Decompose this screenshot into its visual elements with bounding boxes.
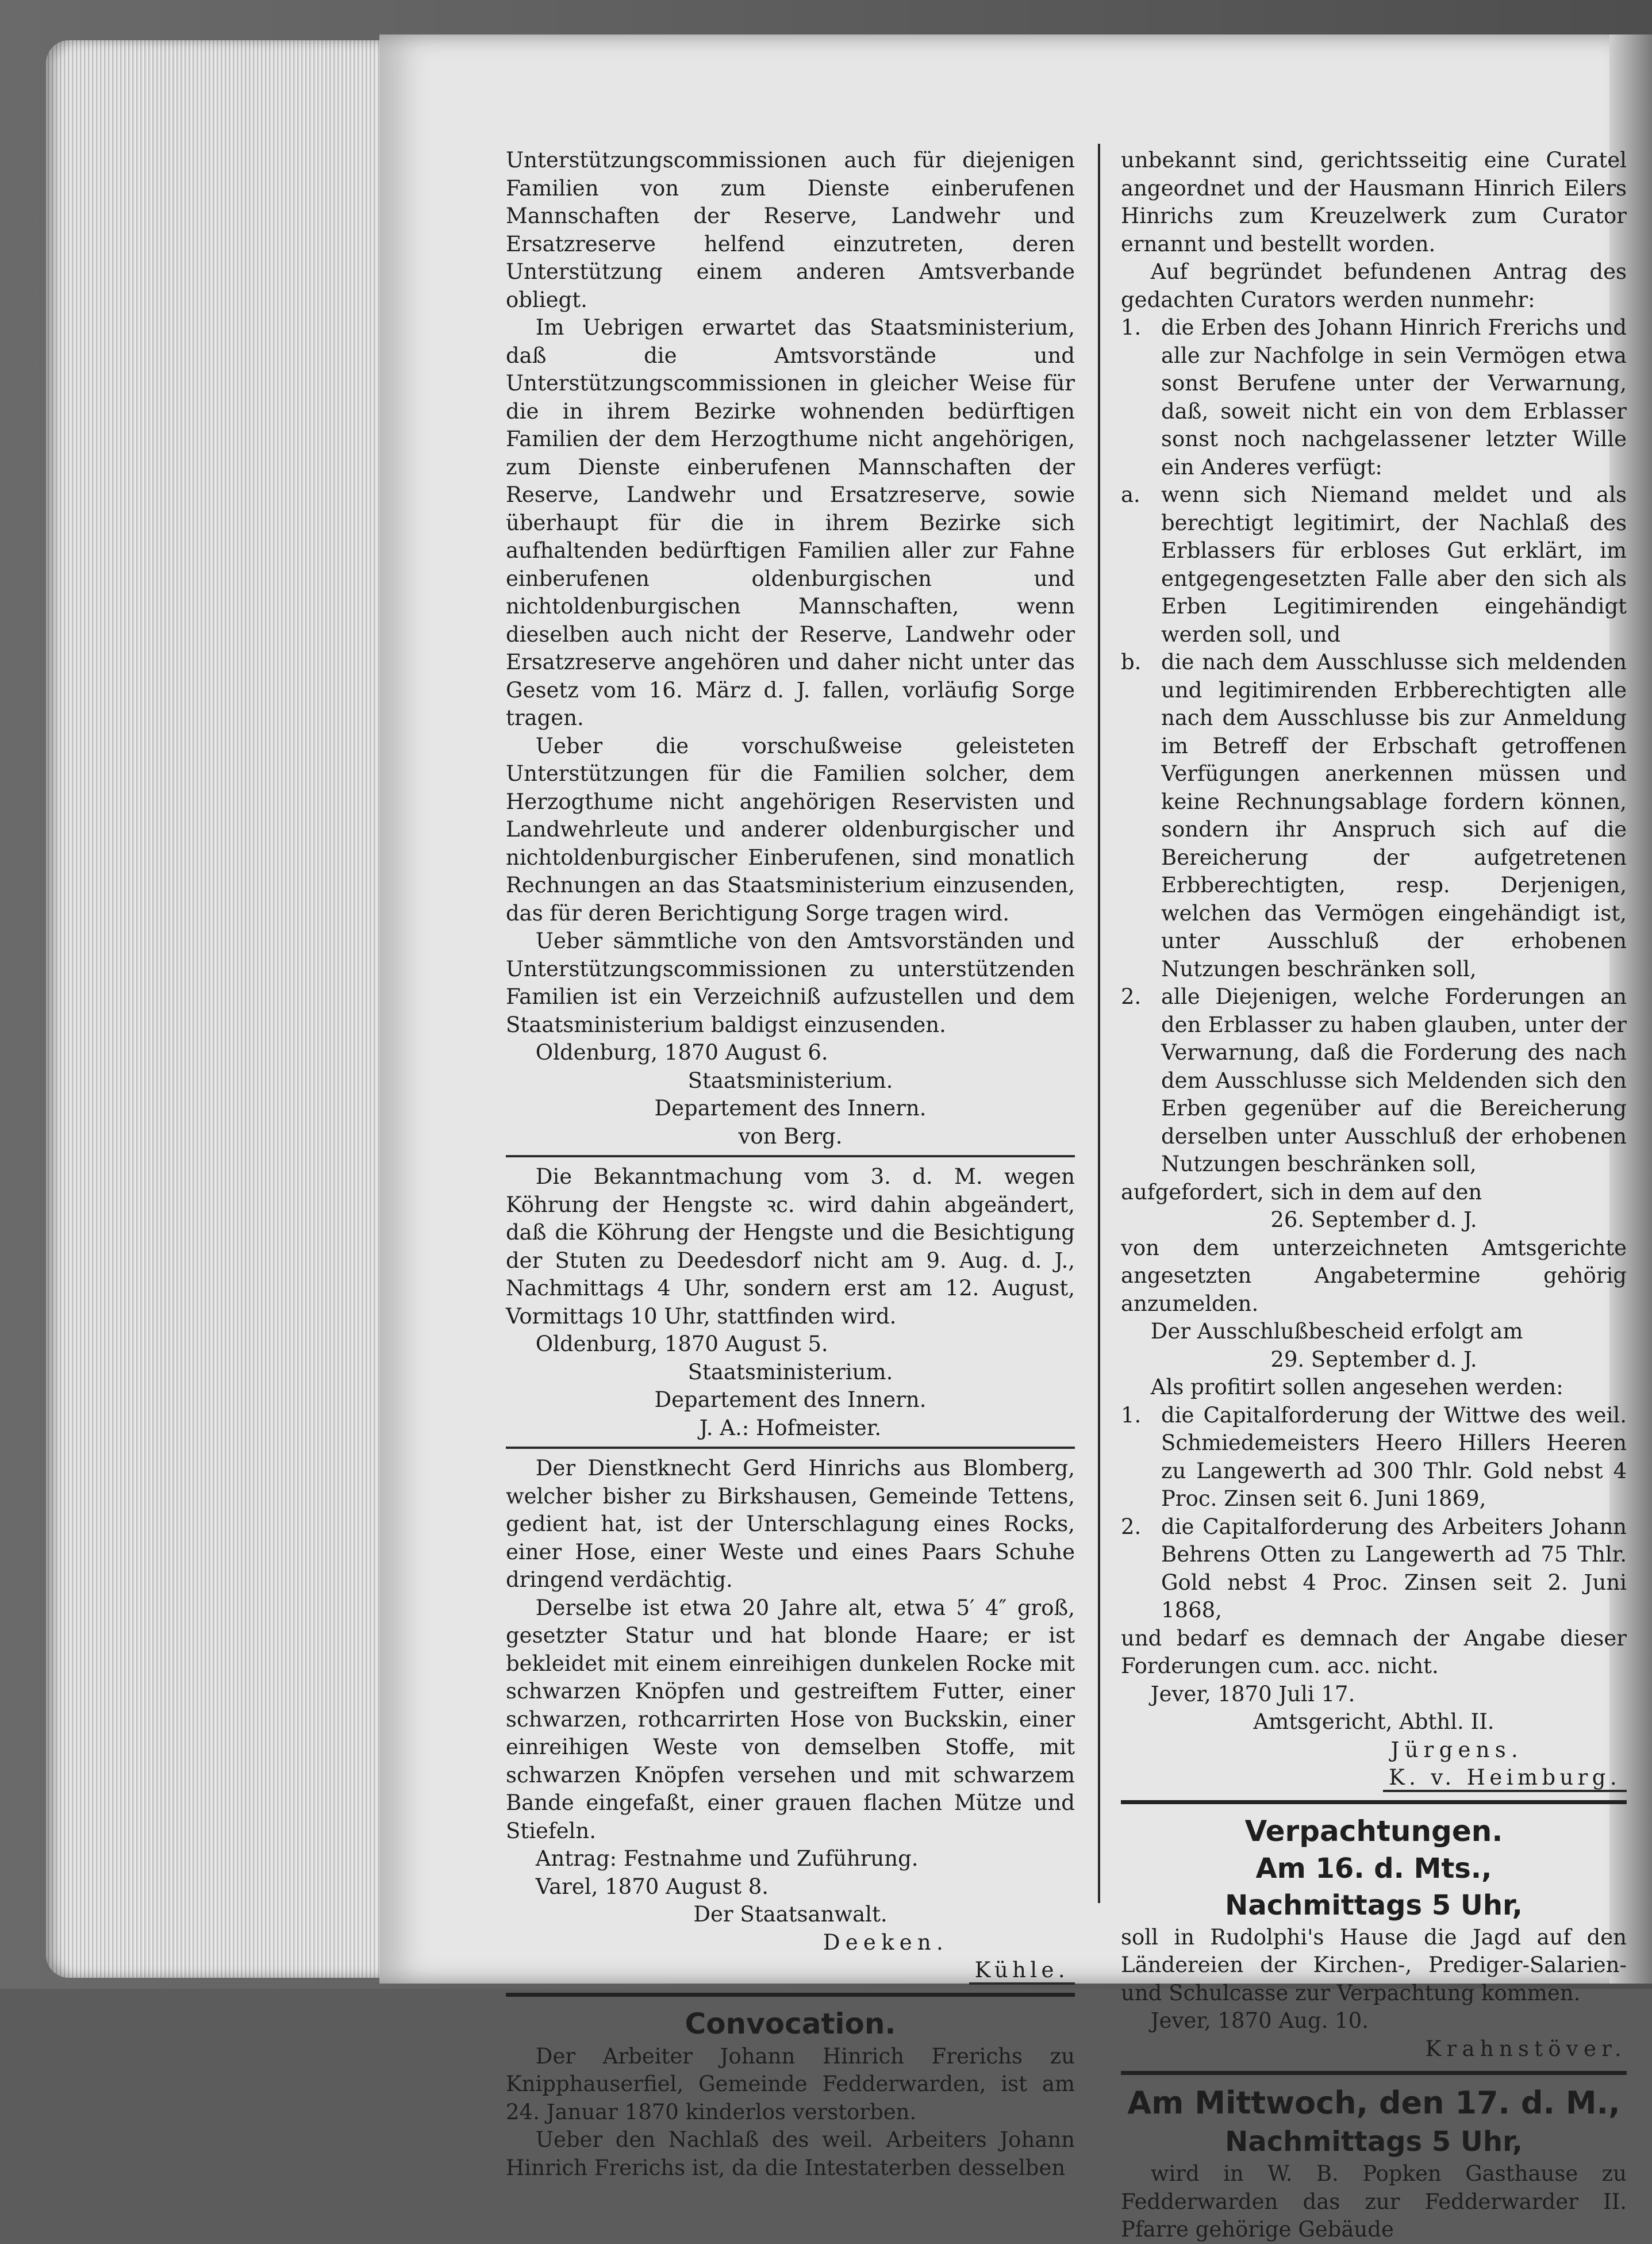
signature-line: Departement des Innern. xyxy=(654,1387,927,1412)
signature-name: K. v. Heimburg. xyxy=(1383,1765,1627,1792)
paragraph: Ueber sämmtliche von den Amtsvorständen und Unterstützungscommissionen zu unterstützenden Familien ist ein Verzeichniß aufzustellen und dem Staatsministerium baldigst einzusenden. xyxy=(506,929,1075,1037)
left-column xyxy=(506,147,1075,2182)
list-number: 2. xyxy=(1121,1514,1142,1539)
section-heading: Am Mittwoch, den 17. d. M., xyxy=(1127,2085,1620,2121)
paragraph: Derselbe ist etwa 20 Jahre alt, etwa 5′ 4″ groß, gesetzter Statur und hat blonde Haare; er ist bekleidet mit einem einreihigen dunkelen Rocke mit schwarzen Knöpfen und gestreiftem Futter, einer schwarzen, rothcarrirten Hose von Buckskin, einer einreihigen Weste von demselben Stoffe, mit schwarzen Knöpfen versehen und mit schwarzem Bande eingefaßt, einer grauen flachen Mütze und Stiefeln. xyxy=(506,1595,1075,1843)
signature-line: Der Staatsanwalt. xyxy=(693,1902,888,1927)
section-rule xyxy=(1121,1800,1627,1804)
list-text: alle Diejenigen, welche Forderungen an den Erblasser zu haben glauben, unter der Verwarnung, daß die Forderung des nach dem Ausschlusse sich Meldenden sich den Erben gegenüber auf die Bereicherung derselben unter Ausschluß der erhobenen Nutzungen beschränken soll, xyxy=(1161,984,1627,1176)
list-text: die Erben des Johann Hinrich Frerichs und alle zur Nachfolge in sein Vermögen etwa sonst Berufene unter der Verwarnung, daß, soweit nicht ein von dem Erblasser sonst noch nachgelassener letzter Wille ein Anderes verfügt: xyxy=(1161,315,1627,480)
list-text: die nach dem Ausschlusse sich meldenden und legitimirenden Erbberechtigten alle nach dem Ausschlusse bis zur Anmeldung im Betreff der Erbschaft getroffenen Verfügungen anerkennen müssen und keine Rechnungsablage fordern können, sondern ihr Anspruch sich auf die Bereicherung der aufgetretenen Erbberechtigten, resp. Derjenigen, welchen das Vermögen eingehändigt ist, unter Ausschluß der erhobenen Nutzungen beschränken soll, xyxy=(1161,650,1627,981)
paragraph: Auf begründet befundenen Antrag des gedachten Curators werden nunmehr: xyxy=(1121,259,1627,312)
paragraph: von dem unterzeichneten Amtsgerichte angesetzten Angabetermine gehörig anzumelden. xyxy=(1121,1235,1627,1316)
section-rule xyxy=(506,1447,1075,1449)
date-line: Jever, 1870 Juli 17. xyxy=(1150,1681,1355,1706)
paragraph: Der Arbeiter Johann Hinrich Frerichs zu Knipphauserfiel, Gemeinde Fedderwarden, ist am 24. Januar 1870 kinderlos verstorben. xyxy=(506,2043,1075,2124)
list-text: die Capitalforderung der Wittwe des weil. Schmiedemeisters Heero Hillers Heeren zu Langewerth ad 300 Thlr. Gold nebst 4 Proc. Zinsen seit 6. Juni 1869, xyxy=(1161,1402,1627,1511)
list-text: wenn sich Niemand meldet und als berechtigt legitimirt, der Nachlaß des Erblassers für erbloses Gut erklärt, im entgegengesetzten Falle aber den sich als Erben Legitimirenden eingehändigt werden soll, und xyxy=(1161,482,1627,647)
signature-line: Departement des Innern. xyxy=(654,1096,927,1121)
paragraph: und bedarf es demnach der Angabe dieser Forderungen cum. acc. nicht. xyxy=(1121,1625,1627,1678)
column-divider xyxy=(1098,144,1100,1903)
subheading: Am 16. d. Mts., xyxy=(1255,1852,1492,1885)
subheading: Nachmittags 5 Uhr, xyxy=(1225,1889,1523,1921)
signature-name: Kühle. xyxy=(969,1958,1075,1985)
paragraph: Der Dienstknecht Gerd Hinrichs aus Blomberg, welcher bisher zu Birkshausen, Gemeinde Tettens, gedient hat, ist der Unterschlagung eines Rocks, einer Hose, einer Weste und eines Paars Schuhe dringend verdächtig. xyxy=(506,1456,1075,1592)
date-line: Oldenburg, 1870 August 6. xyxy=(535,1040,828,1065)
signature-line: Staatsministerium. xyxy=(687,1068,893,1093)
list-number: 2. xyxy=(1121,984,1142,1009)
section-heading: Convocation. xyxy=(685,2007,896,2040)
signature-box xyxy=(506,1957,1075,1985)
book-page-edges xyxy=(46,40,391,1978)
paragraph: Unterstützungscommissionen auch für diejenigen Familien von zum Dienste einberufenen Mannschaften der Reserve, Landwehr und Ersatzreserve helfend einzutreten, deren Unterstützung einem anderen Amtsverbande obliegt. xyxy=(506,148,1075,312)
date-line: Jever, 1870 Aug. 10. xyxy=(1150,2008,1369,2033)
date-line: Oldenburg, 1870 August 5. xyxy=(535,1332,828,1356)
signature-line: von Berg. xyxy=(738,1123,843,1149)
section-rule xyxy=(506,1155,1075,1157)
list-number: 1. xyxy=(1121,315,1142,340)
paragraph: Die Bekanntmachung vom 3. d. M. wegen Köhrung der Hengste ꝛc. wird dahin abgeändert, daß die Köhrung der Hengste und die Besichtigung der Stuten zu Deedesdorf nicht am 9. Aug. d. J., Nachmittags 4 Uhr, sondern erst am 12. August, Vormittags 10 Uhr, stattfinden wird. xyxy=(506,1164,1075,1329)
list-item xyxy=(1121,1513,1627,1625)
list-item xyxy=(1121,983,1627,1179)
section-rule xyxy=(506,1993,1075,1997)
paragraph: aufgefordert, sich in dem auf den xyxy=(1121,1179,1482,1205)
list-number: a. xyxy=(1121,482,1140,507)
section-heading: Verpachtungen. xyxy=(1244,1814,1503,1848)
date-line: 29. September d. J. xyxy=(1270,1347,1477,1372)
paragraph: Im Uebrigen erwartet das Staatsministerium, daß die Amtsvorstände und Unterstützungscommissionen in gleicher Weise für die in ihrem Bezirke wohnenden bedürftigen Familien der dem Herzogthume nicht angehörigen, zum Dienste einberufenen Mannschaften der Reserve, Landwehr und Ersatzreserve, sowie überhaupt für die in ihrem Bezirke sich aufhaltenden bedürftigen Familien aller zur Fahne einberufenen oldenburgischen und nichtoldenburgischen Mannschaften, wenn dieselben auch nicht der Reserve, Landwehr oder Ersatzreserve angehören und daher nicht unter das Gesetz vom 16. März d. J. fallen, vorläufig Sorge tragen. xyxy=(506,315,1075,730)
list-item xyxy=(1121,481,1627,649)
list-number: 1. xyxy=(1121,1402,1142,1428)
date-line: Varel, 1870 August 8. xyxy=(535,1874,769,1899)
list-text: die Capitalforderung des Arbeiters Johann Behrens Otten zu Langewerth ad 75 Thlr. Gold nebst 4 Proc. Zinsen seit 2. Juni 1868, xyxy=(1161,1514,1627,1622)
paragraph: soll in Rudolphi's Hause die Jagd auf den Ländereien der Kirchen-, Prediger-Salarien- und Schulcasse zur Verpachtung kommen. xyxy=(1121,1924,1627,2005)
date-line: 26. September d. J. xyxy=(1270,1207,1477,1232)
list-item xyxy=(1121,649,1627,983)
signature-name: Krahnstöver. xyxy=(1425,2036,1627,2061)
list-number: b. xyxy=(1121,650,1142,674)
signature-name: Jürgens. xyxy=(1390,1737,1523,1762)
subheading: Nachmittags 5 Uhr, xyxy=(1225,2126,1523,2158)
list-item xyxy=(1121,314,1627,481)
right-column xyxy=(1121,147,1627,2244)
signature-box xyxy=(1121,1764,1627,1792)
paragraph: Ueber den Nachlaß des weil. Arbeiters Johann Hinrich Frerichs ist, da die Intestaterben desselben xyxy=(506,2127,1075,2180)
signature-line: J. A.: Hofmeister. xyxy=(699,1415,882,1440)
paragraph: Der Ausschlußbescheid erfolgt am xyxy=(1150,1319,1523,1344)
list-item xyxy=(1121,1402,1627,1513)
paragraph: wird in W. B. Popken Gasthause zu Fedderwarden das zur Fedderwarder II. Pfarre gehörige Gebäude xyxy=(1121,2161,1627,2242)
signature-line: Amtsgericht, Abthl. II. xyxy=(1253,1709,1495,1734)
paragraph: Ueber die vorschußweise geleisteten Unterstützungen für die Familien solcher, dem Herzogthume nicht angehörigen Reservisten und Landwehrleute und anderer oldenburgischer und nichtoldenburgischer Einberufenen, sind monatlich Rechnungen an das Staatsministerium einzusenden, das für deren Berichtigung Sorge tragen wird. xyxy=(506,733,1075,926)
paragraph: Antrag: Festnahme und Zuführung. xyxy=(535,1846,919,1871)
paragraph: Als profitirt sollen angesehen werden: xyxy=(1150,1375,1563,1399)
section-rule xyxy=(1121,2071,1627,2075)
signature-line: Staatsministerium. xyxy=(687,1359,893,1384)
paragraph: unbekannt sind, gerichtsseitig eine Curatel angeordnet und der Hausmann Hinrich Eilers Hinrichs zum Kreuzelwerk zum Curator ernannt und bestellt worden. xyxy=(1121,148,1627,256)
signature-name: Deeken. xyxy=(823,1930,948,1955)
